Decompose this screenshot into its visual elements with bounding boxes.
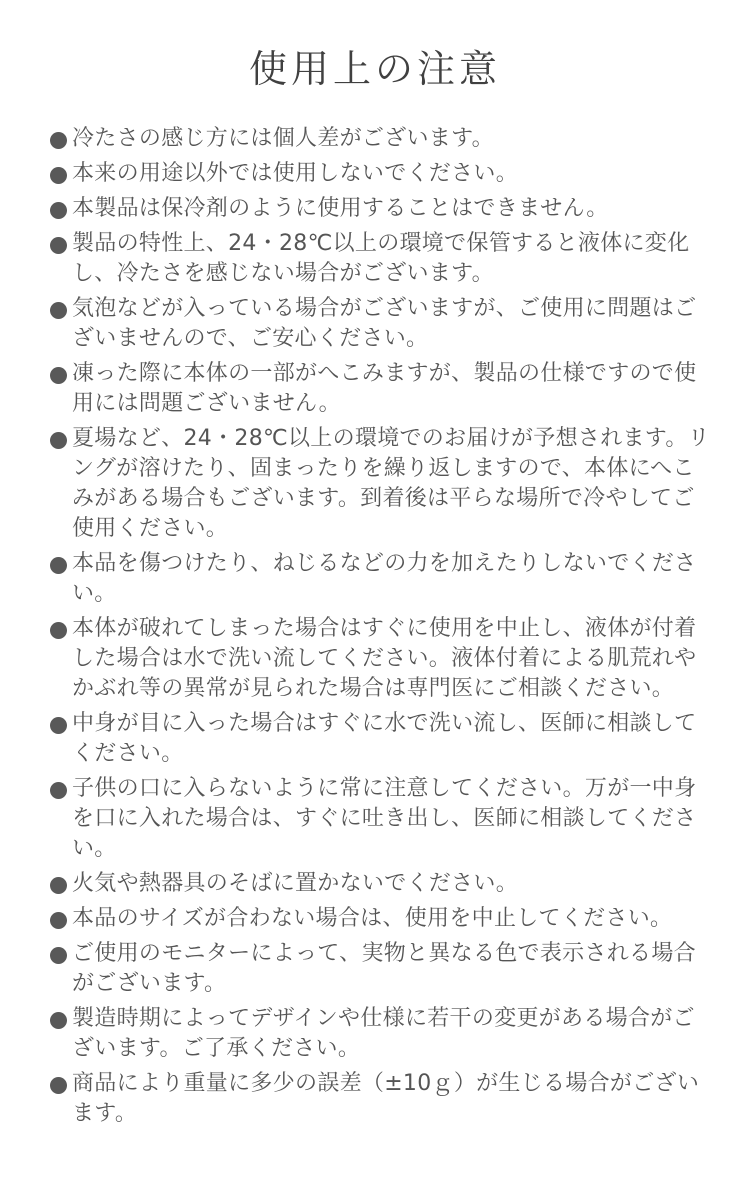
note-text: 本品を傷つけたり、ねじるなどの力を加えたりしないでください。	[72, 551, 697, 606]
bullet-icon	[50, 167, 67, 184]
bullet-icon	[50, 132, 67, 149]
list-item	[50, 229, 710, 289]
note-text: ご使用のモニターによって、実物と異なる色で表示される場合がございます。	[72, 941, 696, 996]
caution-list	[0, 124, 710, 1129]
note-text: 冷たさの感じ方には個人差がございます。	[72, 126, 494, 151]
bullet-icon	[50, 877, 67, 894]
bullet-icon	[50, 302, 67, 319]
bullet-icon	[50, 912, 67, 929]
bullet-icon	[50, 717, 67, 734]
list-item	[50, 124, 710, 154]
list-item	[50, 709, 710, 769]
list-item	[50, 939, 710, 999]
list-item	[50, 424, 710, 544]
list-item	[50, 774, 710, 864]
bullet-icon	[50, 367, 67, 384]
note-text: 中身が目に入った場合はすぐに水で洗い流し、医師に相談してください。	[72, 711, 697, 766]
note-text: 製品の特性上、24・28℃以上の環境で保管すると液体に変化し、冷たさを感じない場合がございます。	[72, 231, 690, 286]
list-item	[50, 1069, 710, 1129]
list-item	[50, 869, 710, 899]
list-item	[50, 159, 710, 189]
page-title: 使用上の注意	[248, 47, 501, 91]
note-text: 本製品は保冷剤のように使用することはできません。	[72, 196, 609, 221]
bullet-icon	[50, 1077, 67, 1094]
bullet-icon	[50, 782, 67, 799]
bullet-icon	[50, 947, 67, 964]
list-item	[50, 194, 710, 224]
bullet-icon	[50, 622, 67, 639]
list-item	[50, 904, 710, 934]
note-text: 本品のサイズが合わない場合は、使用を中止してください。	[72, 906, 673, 931]
bullet-icon	[50, 1012, 67, 1029]
note-text: 本体が破れてしまった場合はすぐに使用を中止し、液体が付着した場合は水で洗い流してください。液体付着による肌荒れやかぶれ等の異常が見られた場合は専門医にご相談ください。	[72, 616, 697, 701]
note-text: 子供の口に入らないように常に注意してください。万が一中身を口に入れた場合は、すぐに吐き出し、医師に相談してください。	[72, 776, 697, 861]
bullet-icon	[50, 557, 67, 574]
note-text: 凍った際に本体の一部がへこみますが、製品の仕様ですので使用には問題ございません。	[72, 361, 697, 416]
note-text: 夏場など、24・28℃以上の環境でのお届けが予想されます。リングが溶けたり、固まったりを繰り返しますので、本体にへこみがある場合もございます。到着後は平らな場所で冷やしてご使用ください。	[72, 426, 710, 541]
bullet-icon	[50, 432, 67, 449]
list-item	[50, 614, 710, 704]
list-item	[50, 549, 710, 609]
bullet-icon	[50, 237, 67, 254]
list-item	[50, 1004, 710, 1064]
bullet-icon	[50, 202, 67, 219]
note-text: 気泡などが入っている場合がございますが、ご使用に問題はございませんので、ご安心ください。	[72, 296, 697, 351]
list-item	[50, 294, 710, 354]
note-text: 商品により重量に多少の誤差（±10ｇ）が生じる場合がございます。	[72, 1071, 700, 1126]
note-text: 火気や熱器具のそばに置かないでください。	[72, 871, 519, 896]
note-text: 本来の用途以外では使用しないでください。	[72, 161, 519, 186]
list-item	[50, 359, 710, 419]
note-text: 製造時期によってデザインや仕様に若干の変更がある場合がございます。ご了承ください。	[72, 1006, 695, 1061]
